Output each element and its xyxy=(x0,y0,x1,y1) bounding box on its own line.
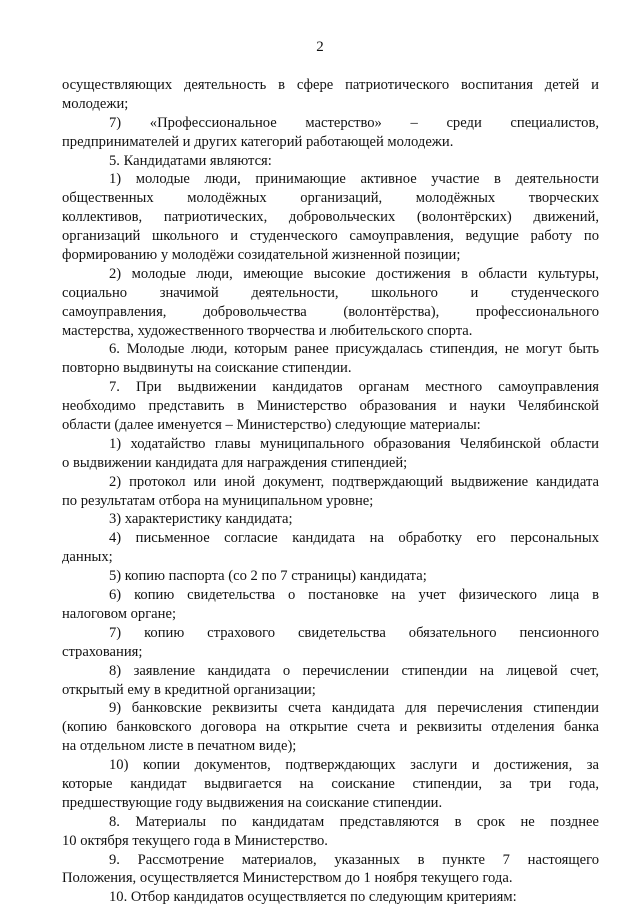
text-line: открытый ему в кредитной организации; xyxy=(62,681,316,698)
text-line: социально значимой деятельности, школьного и студенческого xyxy=(62,284,599,301)
text-line: необходимо представить в Министерство образования и науки Челябинской xyxy=(62,398,599,415)
text-line: 1) молодые люди, принимающие активное участие в деятельности xyxy=(109,171,599,188)
text-line: повторно выдвинуты на соискание стипендии. xyxy=(62,360,352,377)
text-line: 10. Отбор кандидатов осуществляется по следующим критериям: xyxy=(109,889,517,906)
text-line: организаций школьного и студенческого самоуправления, ведущие работу по xyxy=(62,228,599,245)
text-line: мастерства, художественного творчества и любительского спорта. xyxy=(62,322,473,339)
text-line: 4) письменное согласие кандидата на обработку его персональных xyxy=(109,530,599,547)
text-line: о выдвижении кандидата для награждения стипендией; xyxy=(62,454,408,471)
text-line: налоговом органе; xyxy=(62,605,177,622)
text-line: 2) молодые люди, имеющие высокие достижения в области культуры, xyxy=(109,265,599,282)
text-line: 10) копии документов, подтверждающих заслуги и достижения, за xyxy=(109,757,599,774)
text-line: предпринимателей и других категорий работающей молодежи. xyxy=(62,133,454,150)
text-line: 7) «Профессиональное мастерство» – среди специалистов, xyxy=(109,114,599,131)
text-line: 7) копию страхового свидетельства обязательного пенсионного xyxy=(109,624,599,641)
text-line: 10 октября текущего года в Министерство. xyxy=(62,832,328,849)
text-line: 1) ходатайство главы муниципального образования Челябинской области xyxy=(109,435,599,452)
text-line: общественных молодёжных организаций, молодёжных творческих xyxy=(62,190,599,207)
text-line: 2) протокол или иной документ, подтверждающий выдвижение кандидата xyxy=(109,473,599,490)
text-line: самоуправления, добровольчества (волонтёрства), профессионального xyxy=(62,303,599,320)
text-line: 3) характеристику кандидата; xyxy=(109,511,293,528)
text-line: 7. При выдвижении кандидатов органам местного самоуправления xyxy=(109,379,599,396)
text-line: коллективов, патриотических, добровольческих (волонтёрских) движений, xyxy=(62,209,599,226)
text-line: 6) копию свидетельства о постановке на учет физического лица в xyxy=(109,587,599,604)
text-line: которые кандидат выдвигается на соискание стипендии, за три года, xyxy=(62,775,599,792)
text-line: 6. Молодые люди, которым ранее присуждалась стипендия, не могут быть xyxy=(109,341,599,358)
text-line: 8. Материалы по кандидатам представляются в срок не позднее xyxy=(109,813,599,830)
text-line: страхования; xyxy=(62,643,143,660)
text-line: данных; xyxy=(62,549,113,566)
text-line: области (далее именуется – Министерство) следующие материалы: xyxy=(62,417,481,434)
text-line: на отдельном листе в печатном виде); xyxy=(62,738,297,755)
text-line: 5) копию паспорта (со 2 по 7 страницы) кандидата; xyxy=(109,568,427,585)
document-body xyxy=(62,76,599,907)
text-line: осуществляющих деятельность в сфере патриотического воспитания детей и xyxy=(62,77,599,93)
text-line: 9. Рассмотрение материалов, указанных в пункте 7 настоящего xyxy=(109,851,599,868)
text-line: 8) заявление кандидата о перечислении стипендии на лицевой счет, xyxy=(109,662,599,679)
text-line: 5. Кандидатами являются: xyxy=(109,152,272,169)
text-line: по результатам отбора на муниципальном уровне; xyxy=(62,492,374,509)
text-line: предшествующие году выдвижения на соискание стипендии. xyxy=(62,794,443,811)
text-line: Положения, осуществляется Министерством до 1 ноября текущего года. xyxy=(62,870,513,887)
text-line: молодежи; xyxy=(62,95,129,112)
page-number: 2 xyxy=(316,39,324,55)
text-line: формированию у молодёжи созидательной жизненной позиции; xyxy=(62,247,461,264)
text-line: (копию банковского договора на открытие счета и реквизиты отделения банка xyxy=(62,719,599,736)
text-line: 9) банковские реквизиты счета кандидата для перечисления стипендии xyxy=(109,700,599,717)
